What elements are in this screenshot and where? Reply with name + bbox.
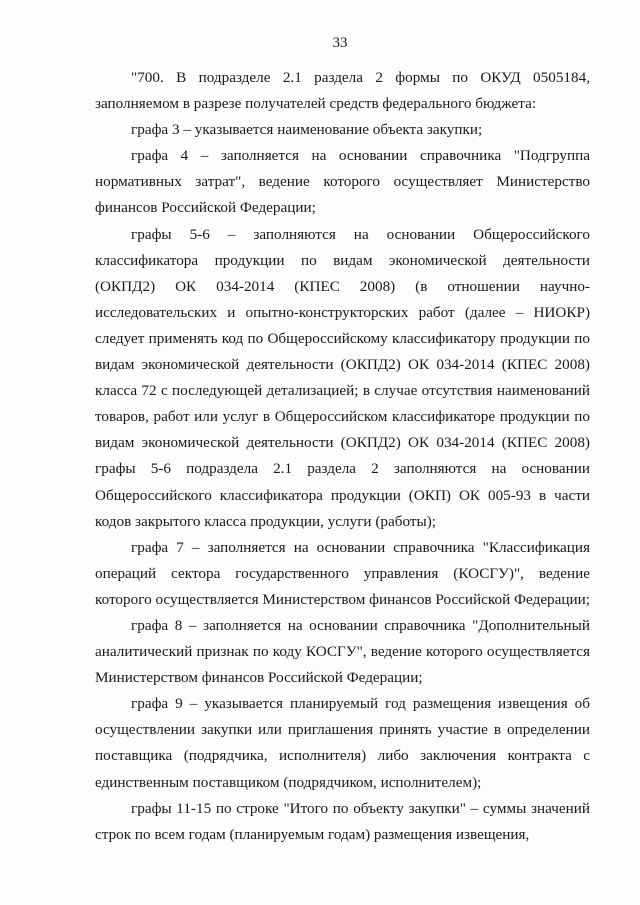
paragraph-column-8: графа 8 – заполняется на основании справочника "Дополнительный аналитический признак по коду КОСГУ", ведение которого осуществляется Министерством финансов Российской Федерации; [95,616,590,687]
page-number: 33 [332,35,348,51]
paragraph-columns-5-6: графы 5-6 – заполняются на основании Общероссийского классификатора продукции по видам экономической деятельности (ОКПД2) ОК 034-2014 (КПЕС 2008) (в отношении научно-исследовательских и опытно-конструкторских работ (далее – НИОКР) следует применять код по Общероссийскому классификатору продукции по видам экономической деятельности (ОКПД2) ОК 034-2014 (КПЕС 2008) класса 72 с последующей детализацией; в случае отсутствия наименований товаров, работ или услуг в Общероссийском классификаторе продукции по видам экономической деятельности (ОКПД2) ОК 034-2014 (КПЕС 2008) графы 5-6 подраздела 2.1 раздела 2 заполняются на основании Общероссийского классификатора продукции (ОКП) ОК 005-93 в части кодов закрытого класса продукции, услуги (работы); [95,225,590,530]
paragraph-column-7: графа 7 – заполняется на основании справочника "Классификация операций сектора государственного управления (КОСГУ)", ведение которого осуществляется Министерством финансов Российской Федерации; [95,538,590,608]
paragraph-columns-11-15: графы 11-15 по строке "Итого по объекту закупки" – суммы значений строк по всем годам (планируемым годам) размещения извещения, [95,799,590,843]
document-body [95,65,590,848]
paragraph-column-9: графа 9 – указывается планируемый год размещения извещения об осуществлении закупки или приглашения принять участие в определении поставщика (подрядчика, исполнителя) либо заключения контракта с единственным поставщиком (подрядчиком, исполнителем); [95,695,590,791]
paragraph-intro: "700. В подразделе 2.1 раздела 2 формы по ОКУД 0505184, заполняемом в разрезе получателей средств федерального бюджета: [95,69,590,113]
paragraph-column-3: графа 3 – указывается наименование объекта закупки; [131,121,483,139]
paragraph-column-4: графа 4 – заполняется на основании справочника "Подгруппа нормативных затрат", ведение которого осуществляет Министерство финансов Российской Федерации; [95,147,590,217]
